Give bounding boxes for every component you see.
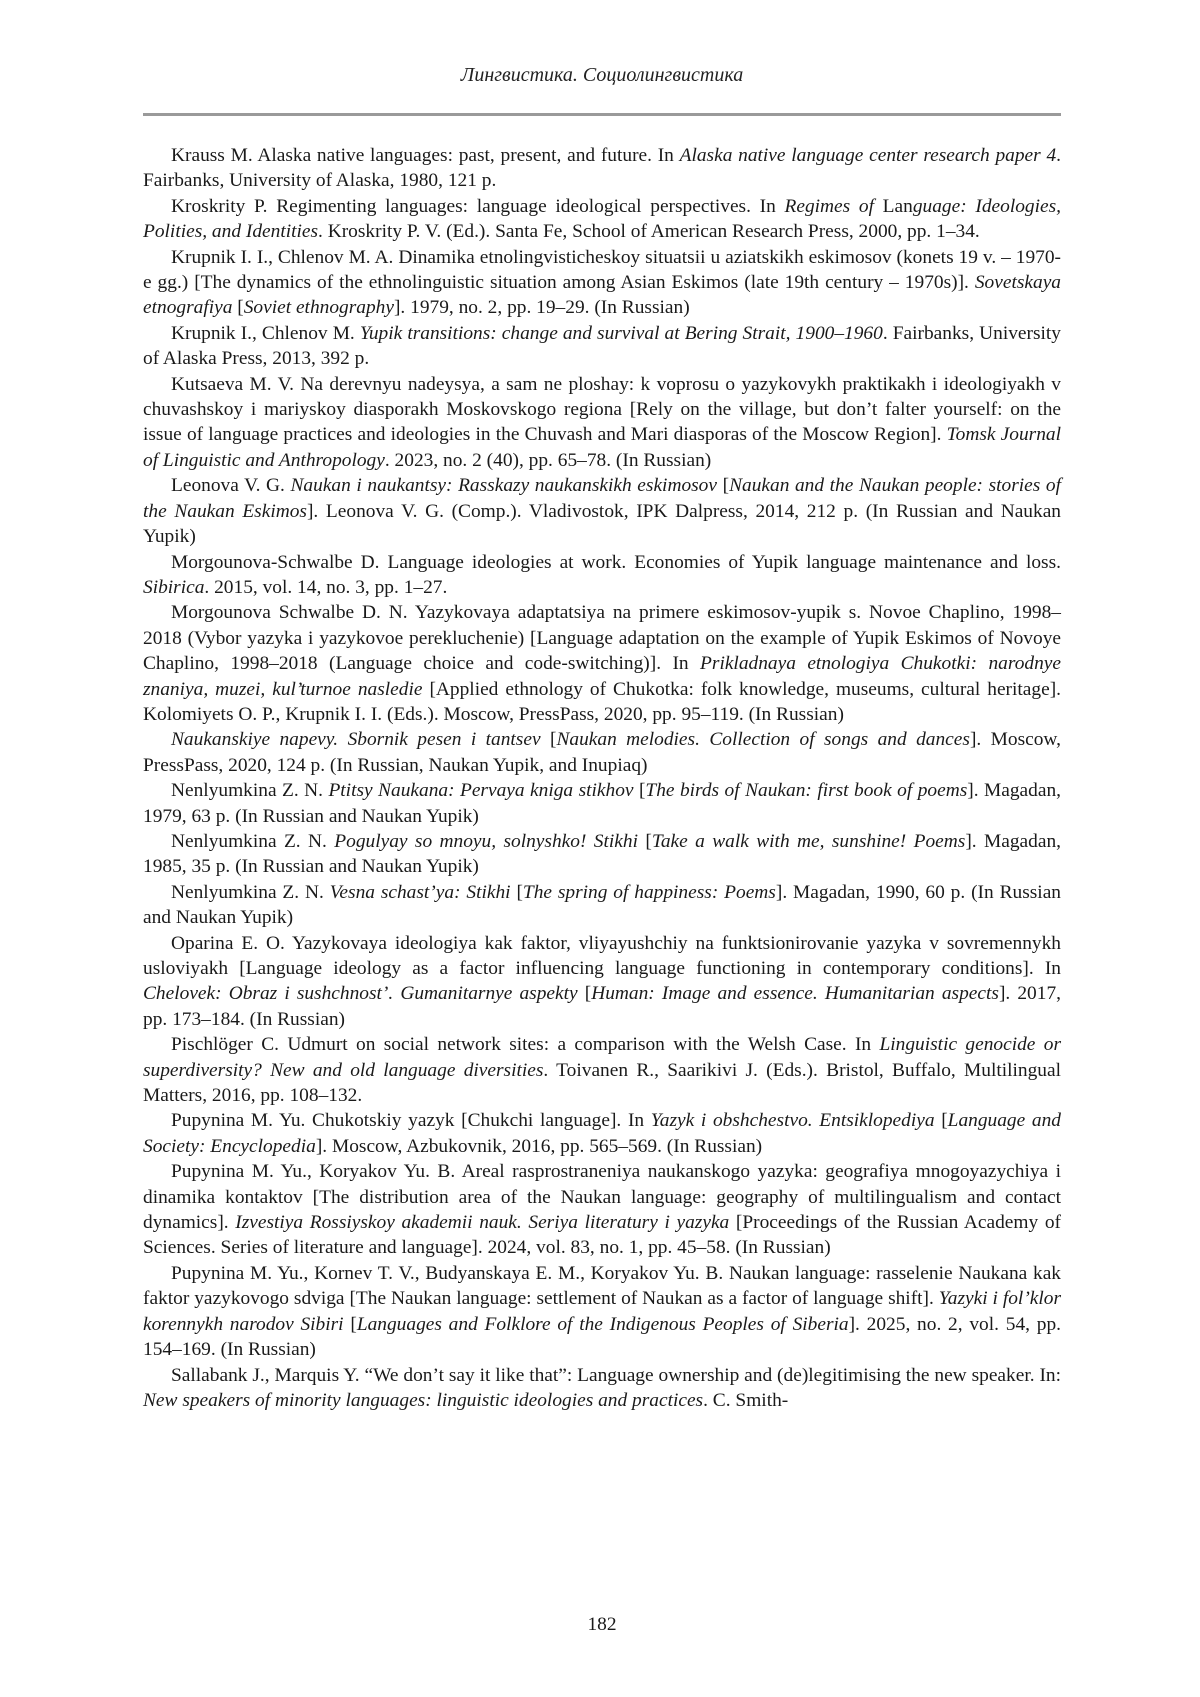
reference-text: ]. Magadan, 1990, 60 p. (In Russian and Naukan Yupik) xyxy=(143,881,1061,929)
reference-text: Pupynina M. Yu., Koryakov Yu. B. Areal rasprostraneniya naukanskogo yazyka: geografiya mnogoyazychiya i dinamika kontaktov [The distribution area of the Naukan language: geography of multilingualism and contact dynamics]. xyxy=(143,1161,1061,1234)
reference-entry xyxy=(143,829,1061,880)
reference-text: . 2023, no. 2 (40), pp. 65–78. (In Russian) xyxy=(384,449,712,471)
reference-text: . 2015, vol. 14, no. 3, pp. 1–27. xyxy=(204,576,448,598)
reference-entry xyxy=(143,600,1061,727)
reference-title-italic: Naukan melodies. Collection of songs and dances xyxy=(556,729,970,751)
reference-text: Pischlöger C. Udmurt on social network sites: a comparison with the Welsh Case. In xyxy=(171,1034,880,1056)
reference-text: ]. 1979, no. 2, pp. 19–29. (In Russian) xyxy=(393,297,690,319)
reference-text: [ xyxy=(540,729,557,751)
reference-text: Sallabank J., Marquis Y. “We don’t say it like that”: Language ownership and (de)legitimising the new speaker. In: xyxy=(171,1364,1061,1386)
reference-text: [ xyxy=(637,830,652,852)
header-divider xyxy=(143,113,1061,116)
reference-title-italic: Soviet ethnography xyxy=(243,297,394,319)
reference-text: [ xyxy=(510,881,523,903)
reference-title-italic: Linguistic genocide or superdiversity? New and old language diversities xyxy=(143,1034,1061,1081)
reference-title-italic: Language and Society: Encyclopedia xyxy=(143,1110,1061,1157)
reference-text: [ xyxy=(577,983,592,1005)
reference-text: Krupnik I., Chlenov M. xyxy=(171,322,360,344)
reference-text: . Fairbanks, University of Alaska, 1980, 121 p. xyxy=(143,145,1061,192)
reference-entry xyxy=(143,778,1061,829)
reference-text: ]. Moscow, PressPass, 2020, 124 p. (In Russian, Naukan Yupik, and Inupiaq) xyxy=(143,729,1062,776)
reference-entry xyxy=(143,727,1061,778)
reference-text: Oparina E. O. Yazykovaya ideologiya kak faktor, vliyayushchiy na funktsionirovanie yazyka v sovremennykh usloviyakh [Language ideology as a factor influencing language functioning in contemporary conditions]. In xyxy=(143,932,1061,979)
reference-title-italic: The birds of Naukan: first book of poems xyxy=(645,780,968,802)
reference-text: ]. 2025, no. 2, vol. 54, pp. 154–169. (In Russian) xyxy=(143,1313,1061,1361)
reference-entry xyxy=(143,1261,1061,1363)
reference-entry xyxy=(143,321,1061,372)
reference-entry xyxy=(143,245,1061,321)
reference-title-italic: Yazyk i obshchestvo. Entsiklopediya xyxy=(650,1110,935,1132)
reference-text: Morgounova-Schwalbe D. Language ideologies at work. Economies of Yupik language maintenance and loss. xyxy=(171,551,1061,573)
reference-title-italic: Yazyki i fol’klor korennykh narodov Sibiri xyxy=(143,1288,1062,1335)
reference-title-italic: Sibirica xyxy=(143,576,205,598)
reference-title-italic: New speakers of minority languages: linguistic ideologies and practices xyxy=(143,1389,704,1411)
reference-text: Kroskrity P. Regimenting languages: language ideological perspectives. In xyxy=(171,195,785,217)
reference-entry xyxy=(143,880,1061,931)
reference-title-italic: Human: Image and essence. Humanitarian aspects xyxy=(591,983,999,1005)
reference-text: Nenlyumkina Z. N. xyxy=(171,780,329,802)
reference-text: Pupynina M. Yu., Kornev T. V., Budyanskaya E. M., Koryakov Yu. B. Naukan language: rasselenie Naukana kak faktor yazykovogo sdviga [The Naukan language: settlement of Naukan as a factor of language shift]. xyxy=(143,1262,1061,1310)
reference-text: [Applied ethnology of Chukotka: folk knowledge, museums, cultural heritage]. Kolomiyets O. P., Krupnik I. I. (Eds.). Moscow, PressPass, 2020, pp. 95–119. (In Russian) xyxy=(143,678,1061,725)
reference-title-italic: Vesna schast’ya: Stikhi xyxy=(329,881,511,903)
reference-text: . C. Smith- xyxy=(703,1389,789,1411)
reference-title-italic: guage: Ideologies, Polities, and Identities xyxy=(143,195,1062,243)
reference-text: Nenlyumkina Z. N. xyxy=(171,830,335,852)
reference-entry xyxy=(143,931,1061,1033)
reference-text: Lan xyxy=(873,195,913,217)
reference-entry xyxy=(143,550,1061,601)
reference-text: [Proceedings of the Russian Academy of Sciences. Series of literature and language]. 2024, vol. 83, no. 1, pp. 45–58. (In Russian) xyxy=(143,1212,1061,1259)
reference-text: Krupnik I. I., Chlenov M. A. Dinamika etnolingvisticheskoy situatsii u aziatskikh eskimosov (konets 19 v. – 1970-e gg.) [The dynamics of the ethnolinguistic situation among Asian Eskimos (late 19th century – 1970s)]. xyxy=(143,246,1061,294)
reference-text: [ xyxy=(633,780,646,802)
reference-title-italic: Languages and Folklore of the Indigenous Peoples of Siberia xyxy=(356,1313,849,1335)
reference-title-italic: Prikladnaya etnologiya Chukotki: narodnye znaniya, muzei, kul’turnoe nasledie xyxy=(143,653,1062,700)
reference-title-italic: Sovetskaya etnografiya xyxy=(143,272,1061,319)
reference-entry xyxy=(143,372,1061,474)
page-number: 182 xyxy=(587,1614,617,1635)
reference-text: Nenlyumkina Z. N. xyxy=(171,881,330,903)
reference-entry xyxy=(143,1108,1061,1159)
reference-list xyxy=(143,143,1061,1413)
reference-text: Krauss M. Alaska native languages: past, present, and future. In xyxy=(171,145,680,166)
reference-text: [ xyxy=(934,1110,948,1132)
reference-title-italic: Regimes of xyxy=(784,195,874,217)
reference-text: [ xyxy=(717,475,730,497)
reference-text: Pupynina M. Yu. Chukotskiy yazyk [Chukchi language]. In xyxy=(171,1110,651,1132)
reference-text: . Toivanen R., Saarikivi J. (Eds.). Bristol, Buffalo, Multilingual Matters, 2016, pp. 108–132. xyxy=(143,1059,1061,1107)
reference-title-italic: Izvestiya Rossiyskoy akademii nauk. Seriya literatury i yazyka xyxy=(235,1212,730,1234)
reference-title-italic: Ptitsy Naukana: Pervaya kniga stikhov xyxy=(328,780,634,802)
reference-text: [ xyxy=(232,297,244,319)
reference-title-italic: The spring of happiness: Poems xyxy=(522,881,776,903)
reference-text: ]. Magadan, 1985, 35 p. (In Russian and Naukan Yupik) xyxy=(143,830,1062,878)
reference-entry xyxy=(143,143,1061,194)
reference-title-italic: Chelovek: Obraz i sushchnost’. Gumanitarnye aspekty xyxy=(143,983,578,1005)
reference-entry xyxy=(143,1032,1061,1108)
reference-text: ]. Moscow, Azbukovnik, 2016, pp. 565–569. (In Russian) xyxy=(315,1135,763,1157)
reference-text: . Kroskrity P. V. (Ed.). Santa Fe, School of American Research Press, 2000, pp. 1–34. xyxy=(318,221,980,243)
reference-text: ]. Magadan, 1979, 63 p. (In Russian and Naukan Yupik) xyxy=(143,780,1061,827)
reference-text: Morgounova Schwalbe D. N. Yazykovaya adaptatsiya na primere eskimosov-yupik s. Novoe Chaplino, 1998–2018 (Vybor yazyka i yazykovoe perekluchenie) [Language adaptation on the example of Yupik Eskimos of Novoye Chaplino, 1998–2018 (Language choice and code-switching)]. In xyxy=(143,602,1061,675)
running-header: Лингвистика. Социолингвистика xyxy=(460,64,744,86)
reference-text: ]. Leonova V. G. (Comp.). Vladivostok, IPK Dalpress, 2014, 212 p. (In Russian and Naukan Yupik) xyxy=(143,500,1062,548)
reference-title-italic: Naukan and the Naukan people: stories of the Naukan Eskimos xyxy=(143,475,1062,522)
reference-text: ]. 2017, pp. 173–184. (In Russian) xyxy=(143,983,1061,1030)
reference-title-italic: Alaska native language center research paper 4 xyxy=(679,145,1057,166)
reference-entry xyxy=(143,194,1061,245)
reference-entry xyxy=(143,1159,1061,1261)
reference-text: . Fairbanks, University of Alaska Press, 2013, 392 p. xyxy=(143,322,1061,370)
reference-title-italic: Naukan i naukantsy: Rasskazy naukanskikh eskimosov xyxy=(290,475,717,497)
reference-title-italic: Take a walk with me, sunshine! Poems xyxy=(651,830,966,852)
reference-entry xyxy=(143,1363,1061,1414)
reference-text: Leonova V. G. xyxy=(171,475,291,497)
reference-text: Kutsaeva M. V. Na derevnyu nadeysya, a sam ne ploshay: k voprosu o yazykovykh praktikakh i ideologiyakh v chuvashskoy i mariyskoy diasporakh Moskovskogo regiona [Rely on the village, but don’t falter yourself: on the issue of language practices and ideologies in the Chuvash and Mari diasporas of the Moscow Region]. xyxy=(143,373,1061,446)
reference-entry xyxy=(143,473,1061,549)
reference-title-italic: Yupik transitions: change and survival at Bering Strait, 1900–1960 xyxy=(359,322,883,344)
reference-title-italic: Tomsk Journal of Linguistic and Anthropology xyxy=(143,424,1061,471)
reference-text: [ xyxy=(343,1313,357,1335)
reference-title-italic: Pogulyay so mnoyu, solnyshko! Stikhi xyxy=(334,830,638,852)
reference-title-italic: Naukanskiye napevy. Sbornik pesen i tantsev xyxy=(171,729,541,751)
